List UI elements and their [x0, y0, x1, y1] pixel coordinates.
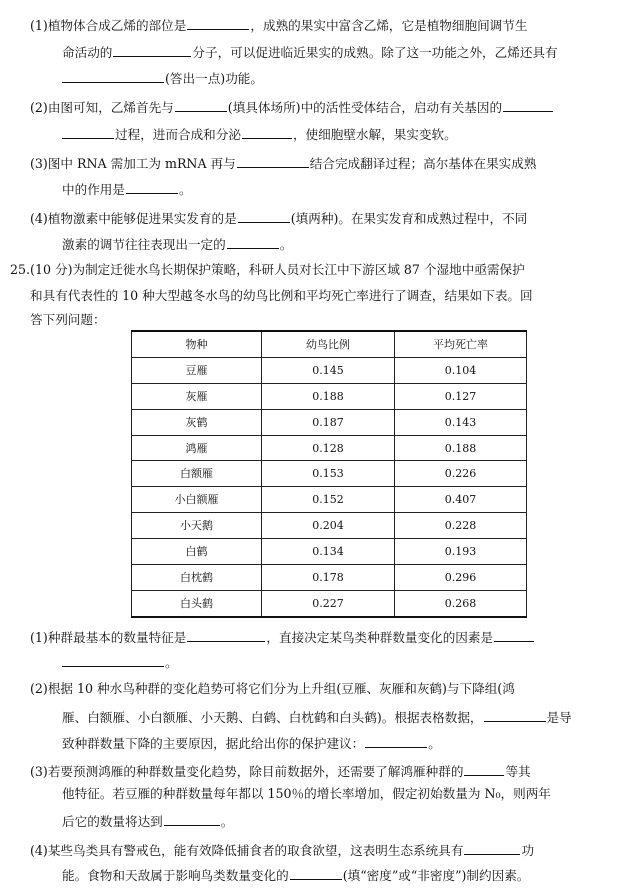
q25-p2-line2: 雁、白额雁、小白额雁、小天鹅、白鹤、白枕鹤和白头鹤)。根据表格数据， 是导: [62, 710, 572, 725]
juvenile-ratio-cell: 0.152: [262, 487, 395, 513]
answer-blank[interactable]: [164, 813, 220, 826]
juvenile-ratio-cell: 0.153: [262, 461, 395, 487]
q25-p2-line1: (2)根据 10 种水鸟种群的变化趋势可将它们分为上升组(豆雁、灰雁和灰鹤)与下降组(鸿: [30, 681, 515, 696]
q25-p4-line2: 能。食物和天敌属于影响鸟类数量变化的 (填“密度”或“非密度”)制约因素。: [62, 868, 530, 883]
species-cell: 白枕鹤: [132, 565, 262, 591]
bird-survey-table: [131, 330, 527, 618]
table-row: [132, 539, 527, 565]
q25-intro-line1: 25.(10 分)为制定迁徙水鸟长期保护策略，科研人员对长江中下游区域 87 个湿地中亟需保护: [10, 262, 525, 277]
answer-blank[interactable]: [62, 70, 164, 83]
juvenile-ratio-cell: 0.178: [262, 565, 395, 591]
answer-blank[interactable]: [484, 709, 546, 722]
answer-blank[interactable]: [62, 654, 164, 667]
answer-blank[interactable]: [464, 842, 520, 855]
q25-p1-line2: 。: [62, 654, 178, 670]
mortality-cell: 0.407: [395, 487, 527, 513]
table-row: [132, 590, 527, 616]
answer-blank[interactable]: [62, 126, 114, 139]
table-row: [132, 357, 527, 383]
column-header-species: 物种: [132, 331, 262, 357]
species-cell: 白额雁: [132, 461, 262, 487]
answer-blank[interactable]: [126, 181, 178, 194]
q24-p2-line2: 过程，进而合成和分泌 ，使细胞壁水解，果实变软。: [62, 126, 457, 142]
mortality-cell: 0.104: [395, 357, 527, 383]
q25-p3-line2: 他特征。若豆雁的种群数量每年都以 150％的增长率增加，假定初始数量为 N₀，则两年: [62, 786, 551, 801]
species-cell: 小白额雁: [132, 487, 262, 513]
answer-blank[interactable]: [464, 763, 504, 776]
table-row: [132, 565, 527, 591]
column-header-juvenile-ratio: 幼鸟比例: [262, 331, 395, 357]
q24-p4-line1: (4)植物激素中能够促进果实发育的是 (填两种)。在果实发育和成熟过程中，不同: [30, 211, 528, 226]
q25-p3-line1: (3)若要预测鸿雁的种群数量变化趋势，除目前数据外，还需要了解鸿雁种群的 等其: [30, 764, 531, 779]
q24-p3-line1: (3)图中 RNA 需加工为 mRNA 再与 结合完成翻译过程；高尔基体在果实成熟: [30, 156, 537, 171]
table-row: [132, 435, 527, 461]
mortality-cell: 0.143: [395, 409, 527, 435]
answer-blank[interactable]: [290, 867, 342, 880]
mortality-cell: 0.127: [395, 383, 527, 409]
answer-blank[interactable]: [503, 99, 553, 112]
juvenile-ratio-cell: 0.227: [262, 590, 395, 616]
q24-p1-line3: (答出一点)功能。: [62, 70, 263, 86]
table-header-row: [132, 331, 527, 357]
mortality-cell: 0.228: [395, 513, 527, 539]
table-row: [132, 487, 527, 513]
q25-intro-line3: 答下列问题：: [30, 312, 106, 327]
mortality-cell: 0.226: [395, 461, 527, 487]
species-cell: 白鹤: [132, 539, 262, 565]
q24-p4-line2: 激素的调节往往表现出一定的 。: [62, 237, 293, 252]
juvenile-ratio-cell: 0.204: [262, 513, 395, 539]
q25-intro-line2: 和具有代表性的 10 种大型越冬水鸟的幼鸟比例和平均死亡率进行了调查，结果如下表。回: [30, 288, 533, 303]
juvenile-ratio-cell: 0.134: [262, 539, 395, 565]
mortality-cell: 0.188: [395, 435, 527, 461]
q25-p4-line1: (4)某些鸟类具有警戒色，能有效降低捕食者的取食欲望，这表明生态系统具有 功: [30, 843, 535, 858]
q24-p3-line2: 中的作用是 。: [62, 182, 192, 197]
answer-blank[interactable]: [175, 99, 227, 112]
q25-p3-line3: 后它的数量将达到 。: [62, 814, 234, 829]
species-cell: 白头鹤: [132, 590, 262, 616]
answer-blank[interactable]: [238, 210, 290, 223]
answer-blank[interactable]: [227, 236, 279, 249]
table-row: [132, 513, 527, 539]
answer-blank[interactable]: [113, 44, 191, 57]
species-cell: 灰雁: [132, 383, 262, 409]
q24-p2-line1: (2)由图可知，乙烯首先与 (填具体场所)中的活性受体结合，启动有关基因的: [30, 99, 554, 115]
q24-p1-line1: (1)植物体合成乙烯的部位是 ，成熟的果实中富含乙烯，它是植物细胞间调节生: [30, 18, 528, 33]
answer-blank[interactable]: [237, 155, 309, 168]
answer-blank[interactable]: [187, 17, 249, 30]
answer-blank[interactable]: [365, 735, 427, 748]
juvenile-ratio-cell: 0.145: [262, 357, 395, 383]
q25-p1-line1: (1)种群最基本的数量特征是 ，直接决定某鸟类种群数量变化的因素是: [30, 629, 535, 645]
species-cell: 鸿雁: [132, 435, 262, 461]
species-cell: 豆雁: [132, 357, 262, 383]
species-cell: 小天鹅: [132, 513, 262, 539]
column-header-mortality: 平均死亡率: [395, 331, 527, 357]
q25-p2-line3: 致种群数量下降的主要原因，据此给出你的保护建议： 。: [62, 736, 441, 751]
table-row: [132, 461, 527, 487]
mortality-cell: 0.268: [395, 590, 527, 616]
juvenile-ratio-cell: 0.187: [262, 409, 395, 435]
table-row: [132, 383, 527, 409]
species-cell: 灰鹤: [132, 409, 262, 435]
mortality-cell: 0.193: [395, 539, 527, 565]
answer-blank[interactable]: [494, 629, 534, 642]
q24-p1-line2: 命活动的 分子，可以促进临近果实的成熟。除了这一功能之外，乙烯还具有: [62, 45, 558, 60]
answer-blank[interactable]: [187, 629, 265, 642]
mortality-cell: 0.296: [395, 565, 527, 591]
juvenile-ratio-cell: 0.128: [262, 435, 395, 461]
juvenile-ratio-cell: 0.188: [262, 383, 395, 409]
answer-blank[interactable]: [242, 126, 292, 139]
table-row: [132, 409, 527, 435]
